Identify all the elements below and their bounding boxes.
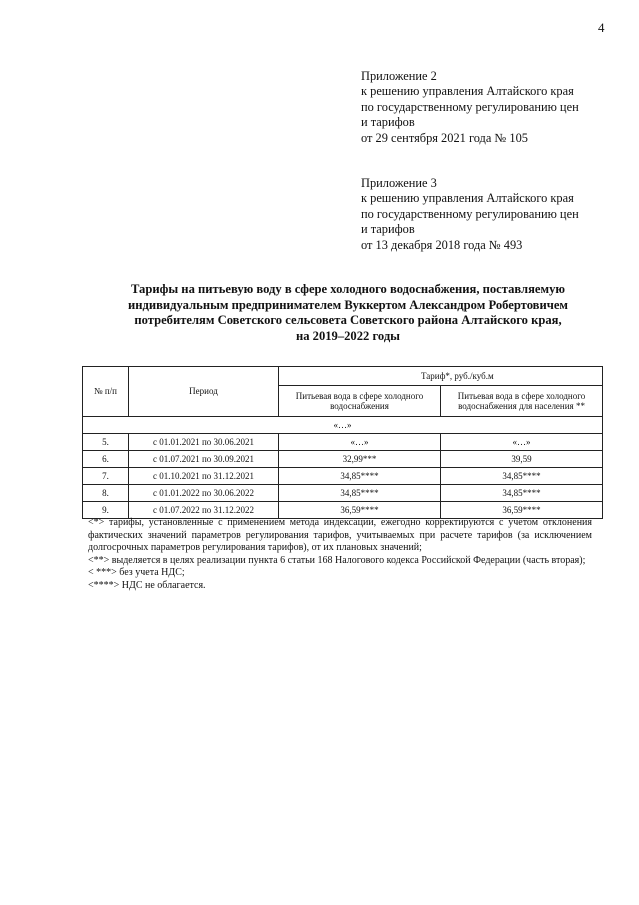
title-line: потребителям Советского сельсовета Советского района Алтайского края, <box>134 313 562 328</box>
row-tariff-population: 34,85**** <box>441 468 603 485</box>
footnote: < ***> без учета НДС; <box>88 567 185 579</box>
appendix-3-line: по государственному регулированию цен <box>361 206 579 221</box>
row-period: с 01.07.2021 по 30.09.2021 <box>129 451 279 468</box>
title-line: индивидуальным предпринимателем Вуккертом Александром Робертовичем <box>127 297 569 312</box>
row-tariff: 34,85**** <box>279 468 441 485</box>
tariff-table <box>82 366 603 519</box>
appendix-3-line: Приложение 3 <box>361 176 437 190</box>
footnote: <**> выделяется в целях реализации пункта 6 статьи 168 Налогового кодекса Российской Федерации (часть вторая); <box>88 554 586 566</box>
footnote: <*> тарифы, установленные с применением метода индексации, ежегодно корректируются с учетом отклонения фактических значений параметров регулирования тарифов, учитываемых при расчете тарифов (за исключением долгосрочных параметров регулирования тарифов), от их плановых значений; <box>88 517 592 554</box>
header-period: Период <box>129 367 279 417</box>
appendix-3-line: и тарифов <box>361 222 415 237</box>
footnote: <****> НДС не облагается. <box>88 579 206 591</box>
appendix-2-line: от 29 сентября 2021 года № 105 <box>361 130 528 145</box>
row-period: с 01.01.2022 по 30.06.2022 <box>129 485 279 502</box>
page-number: 4 <box>598 20 605 35</box>
row-period: с 01.01.2021 по 30.06.2021 <box>129 434 279 451</box>
row-tariff-population: 36,59**** <box>441 502 603 519</box>
appendix-3-header <box>361 176 621 253</box>
row-number: 8. <box>83 485 129 502</box>
row-tariff-population: 39,59 <box>441 451 603 468</box>
row-tariff: 36,59**** <box>279 502 441 519</box>
appendix-2-line: по государственному регулированию цен <box>361 99 579 114</box>
appendix-3-line: к решению управления Алтайского края <box>361 191 574 206</box>
row-tariff-population: 34,85**** <box>441 485 603 502</box>
row-tariff-population: «…» <box>441 434 603 451</box>
table-row <box>83 502 603 519</box>
header-number: № п/п <box>83 367 129 417</box>
row-number: 5. <box>83 434 129 451</box>
row-tariff: 32,99*** <box>279 451 441 468</box>
table-row <box>83 468 603 485</box>
row-period: с 01.07.2022 по 31.12.2022 <box>129 502 279 519</box>
row-period: с 01.10.2021 по 31.12.2021 <box>129 468 279 485</box>
title-line: на 2019–2022 годы <box>295 328 401 343</box>
row-tariff: 34,85**** <box>279 485 441 502</box>
ellipsis-row: «…» <box>83 417 603 434</box>
footnotes <box>88 517 592 593</box>
document-title <box>84 282 612 344</box>
appendix-2-line: Приложение 2 <box>361 69 437 83</box>
appendix-2-line: и тарифов <box>361 115 415 130</box>
header-drinking-water-population: Питьевая вода в сфере холодного водоснабжения для населения ** <box>441 386 603 417</box>
title-line: Тарифы на питьевую воду в сфере холодного водоснабжения, поставляемую <box>130 282 566 296</box>
row-number: 6. <box>83 451 129 468</box>
row-number: 7. <box>83 468 129 485</box>
header-tariff: Тариф*, руб./куб.м <box>279 367 603 386</box>
row-tariff: «…» <box>279 434 441 451</box>
appendix-2-header <box>361 69 621 146</box>
table-row <box>83 485 603 502</box>
row-number: 9. <box>83 502 129 519</box>
appendix-3-line: от 13 декабря 2018 года № 493 <box>361 237 523 252</box>
appendix-2-line: к решению управления Алтайского края <box>361 84 574 99</box>
header-drinking-water: Питьевая вода в сфере холодного водоснабжения <box>279 386 441 417</box>
table-row <box>83 434 603 451</box>
table-row <box>83 451 603 468</box>
